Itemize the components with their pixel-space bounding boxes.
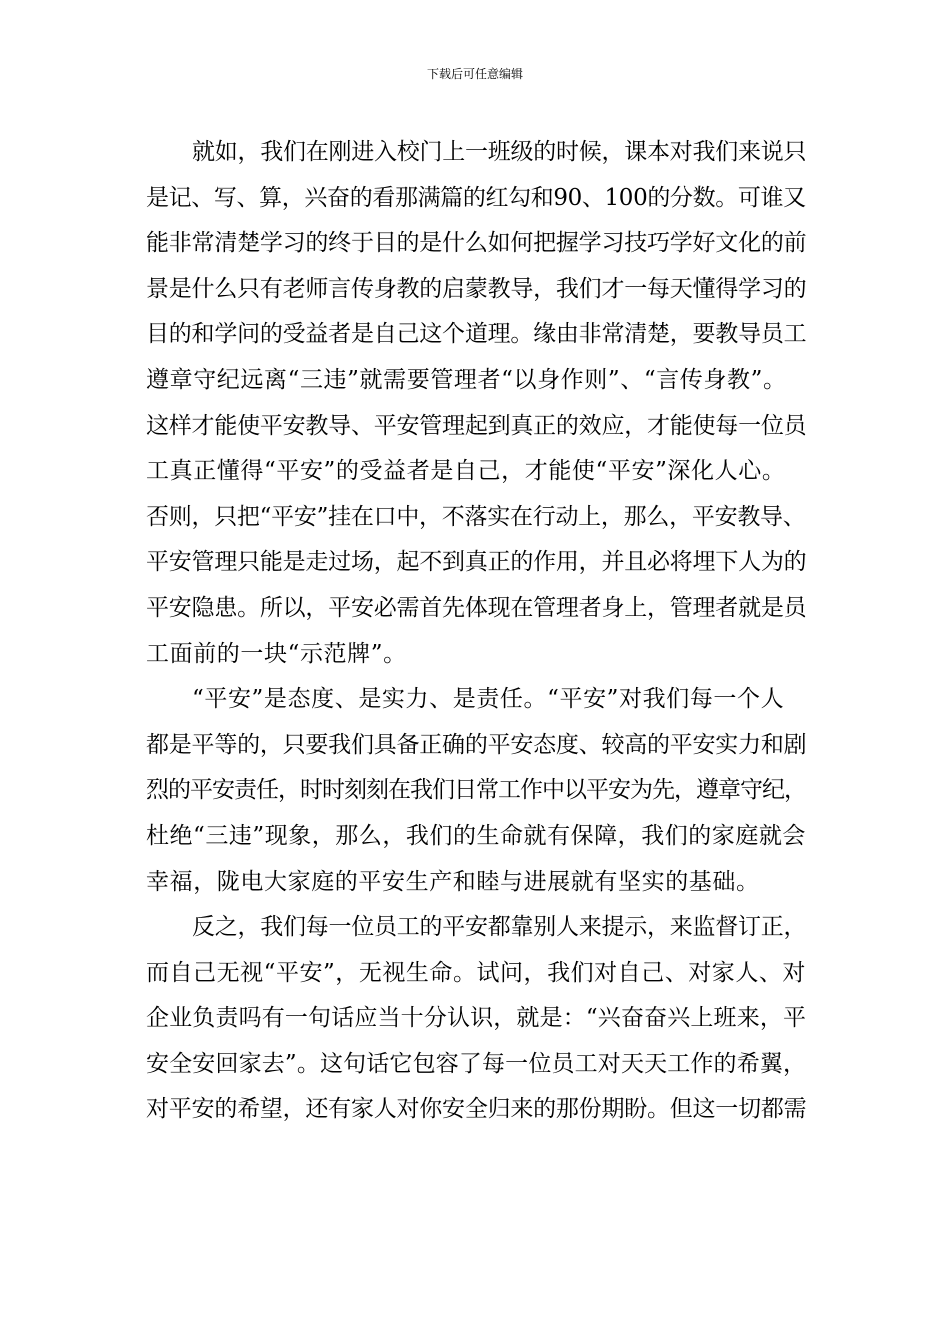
page-header: 下载后可任意编辑 xyxy=(426,67,523,81)
text-line: 幸福，陇电大家庭的平安生产和睦与进展就有坚实的基础。 xyxy=(146,868,760,895)
text-line: 企业负责吗有一句话应当十分认识，就是：“兴奋奋兴上班来，平 xyxy=(146,1005,807,1032)
text-line: 就如，我们在刚进入校门上一班级的时候，课本对我们来说只 xyxy=(192,139,807,165)
text-line: 目的和学问的受益者是自己这个道理。缘由非常清楚，要教导员工 xyxy=(146,321,807,348)
text-line: 这样才能使平安教导、平安管理起到真正的效应，才能使每一位员 xyxy=(146,412,807,439)
text-line: 烈的平安责任，时时刻刻在我们日常工作中以平安为先，遵章守纪， xyxy=(146,777,806,804)
text-line: 反之，我们每一位员工的平安都靠别人来提示，来监督订正， xyxy=(192,914,807,941)
text-line: “平安”是态度、是实力、是责任。“平安”对我们每一个人 xyxy=(192,686,785,713)
text-line: 遵章守纪远离“三违”就需要管理者“以身作则”、“言传身教”。 xyxy=(146,366,787,393)
text-line: 工面前的一块“示范牌”。 xyxy=(146,640,407,667)
text-line: 工真正懂得“平安”的受益者是自己，才能使“平安”深化人心。 xyxy=(146,458,786,485)
text-line: 是记、写、算，兴奋的看那满篇的红勾和90、100的分数。可谁又 xyxy=(146,184,806,211)
text-line: 而自己无视“平安”，无视生命。试问，我们对自己、对家人、对 xyxy=(146,959,806,986)
document-body xyxy=(146,130,806,1133)
text-line: 否则，只把“平安”挂在口中，不落实在行动上，那么，平安教导、 xyxy=(146,503,806,530)
text-line: 平安隐患。所以，平安必需首先体现在管理者身上，管理者就是员 xyxy=(146,594,807,621)
text-line: 平安管理只能是走过场，起不到真正的作用，并且必将埋下人为的 xyxy=(146,549,807,576)
text-line: 杜绝“三违”现象，那么，我们的生命就有保障，我们的家庭就会 xyxy=(146,822,806,849)
text-line: 都是平等的，只要我们具备正确的平安态度、较高的平安实力和剧 xyxy=(146,731,807,758)
text-line: 景是什么只有老师言传身教的启蒙教导，我们才一每天懂得学习的 xyxy=(146,275,807,302)
text-line: 能非常清楚学习的终于目的是什么如何把握学习技巧学好文化的前 xyxy=(146,230,807,257)
text-line: 安全安回家去”。这句话它包容了每一位员工对天天工作的希翼， xyxy=(146,1050,807,1077)
text-line: 对平安的希望，还有家人对你安全归来的那份期盼。但这一切都需 xyxy=(146,1096,807,1123)
